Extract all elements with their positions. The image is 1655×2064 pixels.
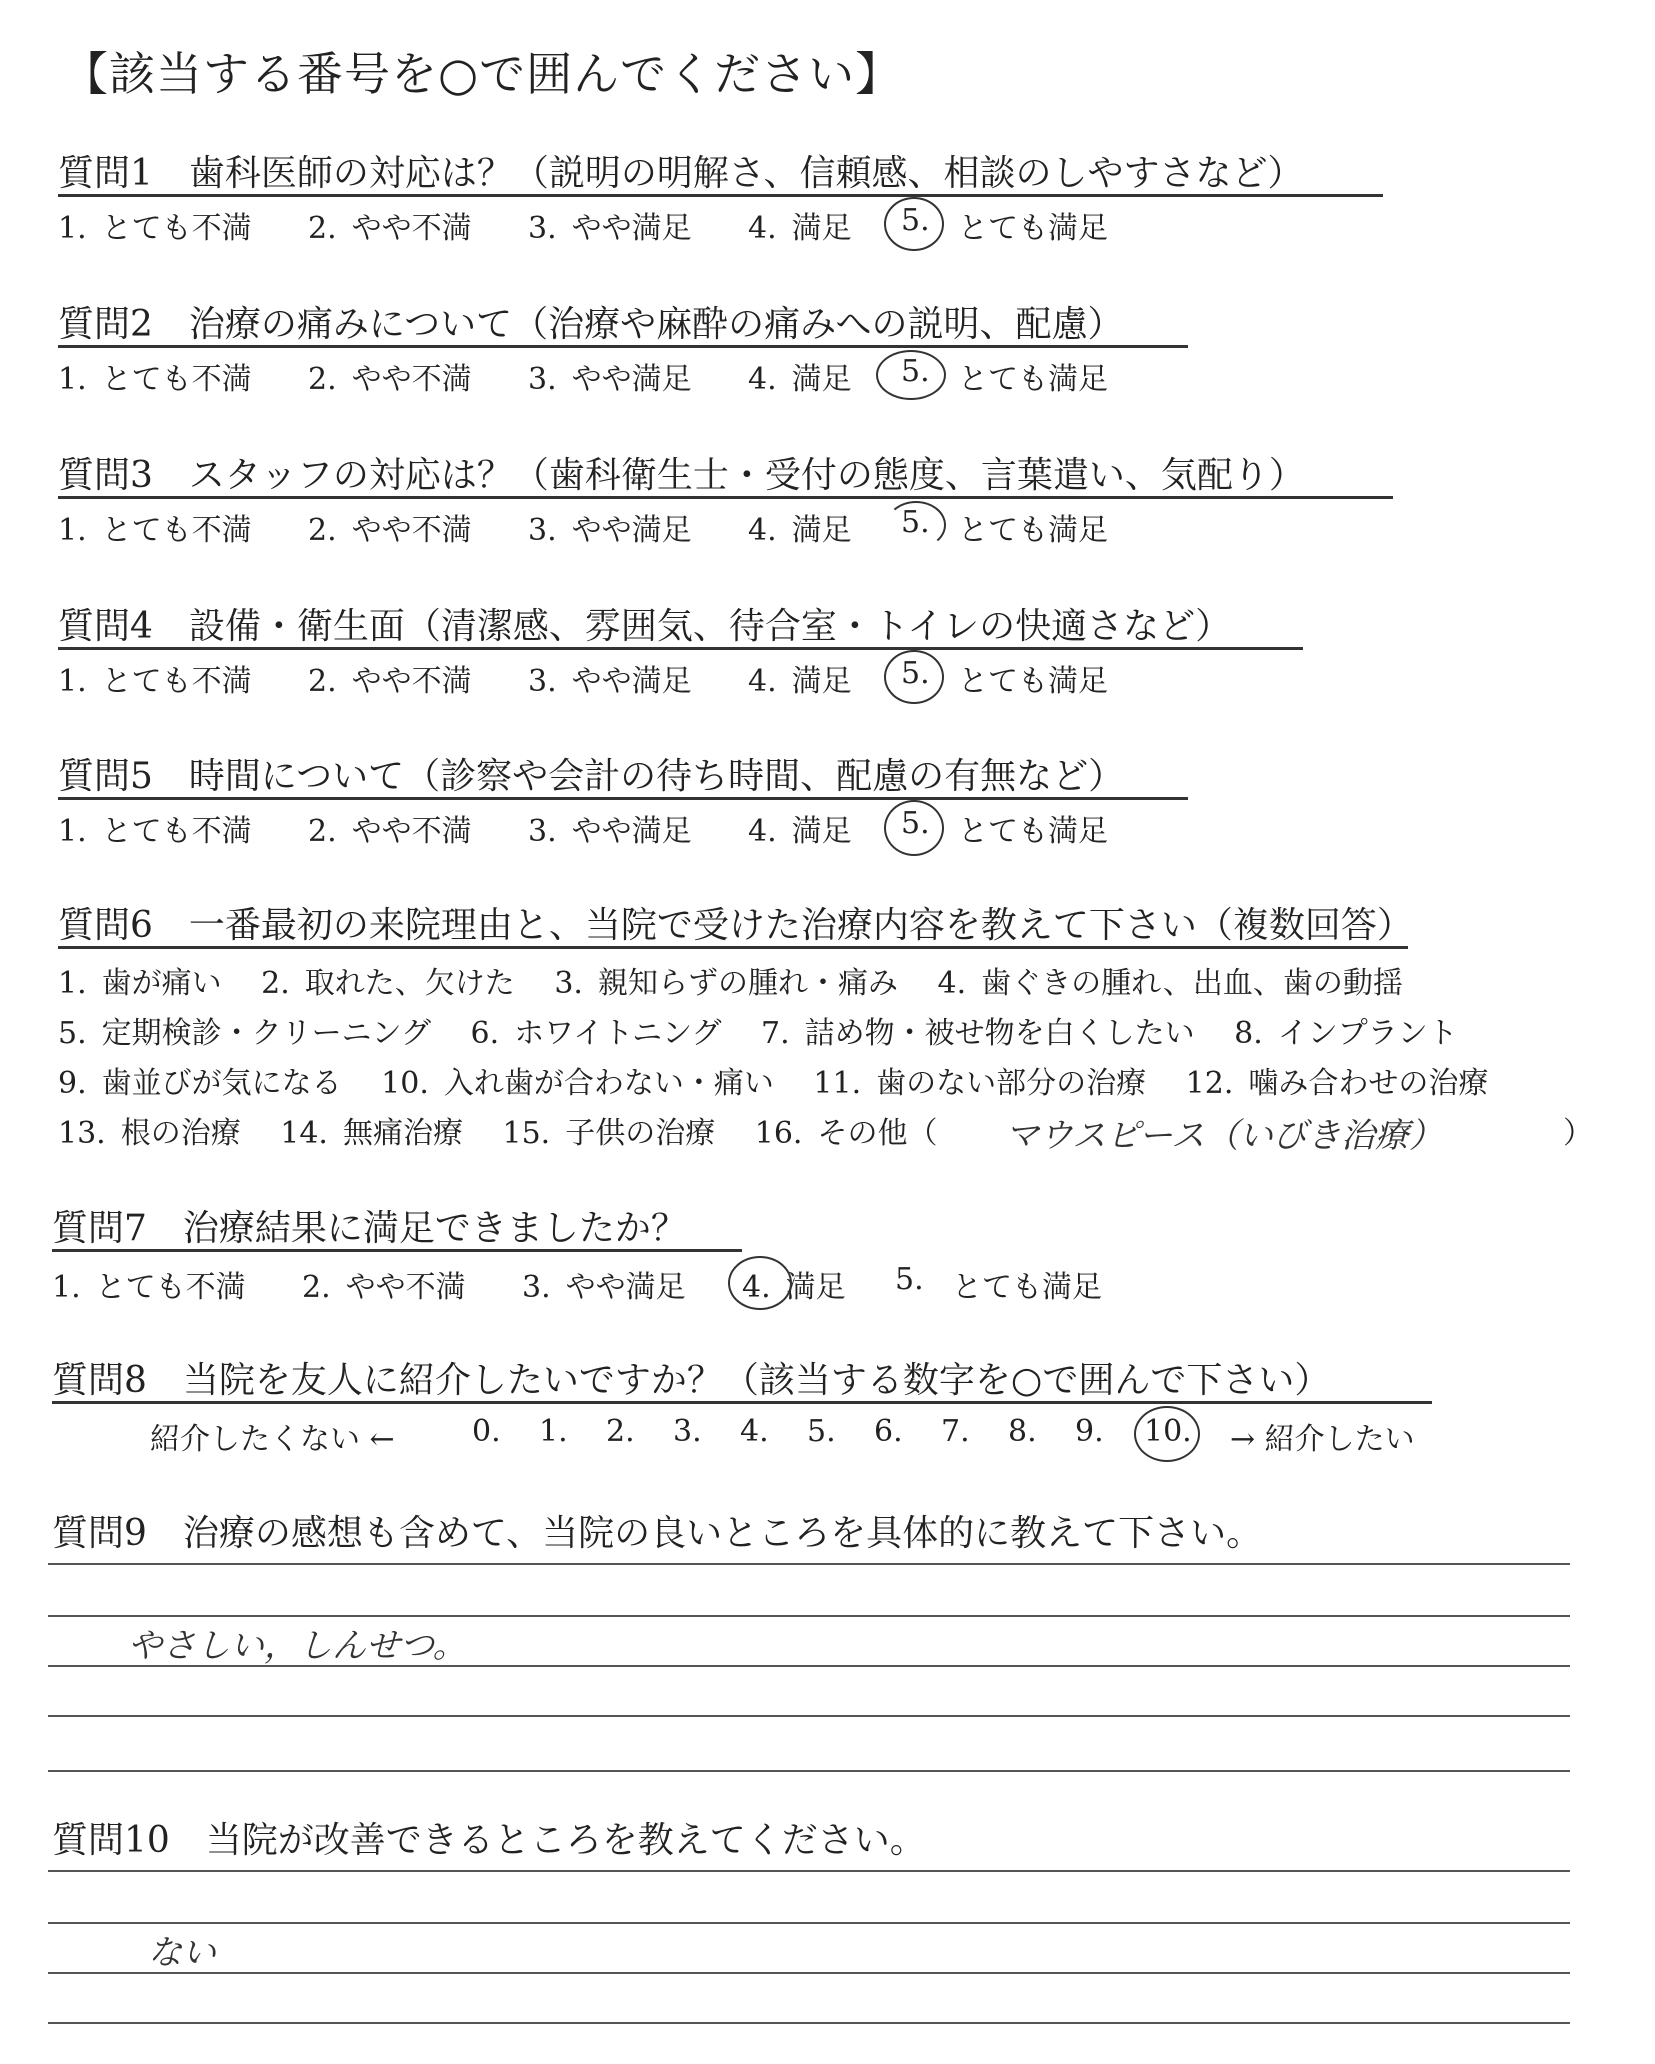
option-1[interactable]: 1. とても不満 [58, 513, 252, 548]
score-9[interactable]: 9. [1075, 1414, 1104, 1449]
option-1[interactable]: 1. とても不満 [52, 1270, 246, 1305]
option-4[interactable]: 4. 満足 [748, 814, 852, 849]
answer-line [48, 1922, 1570, 1924]
selected-circle-mark [728, 1256, 792, 1310]
option-4[interactable]: 4. 満足 [748, 664, 852, 699]
question-5-options [58, 806, 1158, 849]
option-2[interactable]: 2. やや不満 [302, 1270, 466, 1305]
question-10-title: 質問10 当院が改善できるところを教えてください。 [52, 1820, 926, 1861]
option-2[interactable]: 2. やや不満 [308, 211, 472, 246]
score-3[interactable]: 3. [673, 1414, 702, 1449]
answer-line [48, 1563, 1570, 1565]
option-3[interactable]: 3. やや満足 [528, 211, 692, 246]
option-2[interactable]: 2. やや不満 [308, 664, 472, 699]
other-handwritten-answer: マウスピース（いびき治療） [1005, 1116, 1443, 1156]
option-5[interactable]: 5. [901, 806, 930, 841]
answer-line [48, 1972, 1570, 1974]
option-5-label: とても満足 [958, 211, 1108, 246]
option-5[interactable]: 5. [901, 354, 930, 389]
question-8-underline [52, 1401, 1432, 1404]
option-4[interactable]: 4. 満足 [748, 362, 852, 397]
question-1-underline [58, 194, 1383, 197]
option-4[interactable]: 4. 満足 [742, 1270, 846, 1305]
question-6-row-2[interactable]: 5. 定期検診・クリーニング 6. ホワイトニング 7. 詰め物・被せ物を白くしたい 8. インプラント [58, 1016, 1458, 1051]
question-6-row-3[interactable]: 9. 歯並びが気になる 10. 入れ歯が合わない・痛い 11. 歯のない部分の治療 12. 噛み合わせの治療 [58, 1066, 1489, 1101]
score-10[interactable]: 10. [1144, 1414, 1192, 1449]
scale-left-label: 紹介したくない ← [150, 1422, 395, 1457]
answer-line [48, 2022, 1570, 2024]
option-1[interactable]: 1. とても不満 [58, 814, 252, 849]
score-1[interactable]: 1. [539, 1414, 568, 1449]
answer-line [48, 1715, 1570, 1717]
option-5[interactable]: 5. [901, 203, 930, 238]
option-5[interactable]: 5. [901, 656, 930, 691]
question-2-title: 質問2 治療の痛みについて（治療や麻酔の痛みへの説明、配慮） [58, 304, 1124, 345]
option-2[interactable]: 2. やや不満 [308, 814, 472, 849]
score-2[interactable]: 2. [606, 1414, 635, 1449]
selected-circle-mark [884, 650, 944, 704]
question-5-underline [58, 797, 1188, 800]
question-2-underline [58, 345, 1188, 348]
option-1[interactable]: 1. とても不満 [58, 664, 252, 699]
page-header: 【該当する番号を○で囲んでください】 [62, 47, 903, 101]
selected-circle-mark [886, 501, 946, 549]
option-4[interactable]: 4. 満足 [748, 211, 852, 246]
score-5[interactable]: 5. [807, 1414, 836, 1449]
question-10-handwritten-answer: ない [148, 1933, 216, 1973]
score-7[interactable]: 7. [941, 1414, 970, 1449]
option-5-label: とても満足 [952, 1270, 1102, 1305]
option-2[interactable]: 2. やや不満 [308, 513, 472, 548]
question-4-options [58, 656, 1158, 699]
question-6-underline [58, 946, 1408, 949]
question-6-row-4[interactable]: 13. 根の治療 14. 無痛治療 15. 子供の治療 16. その他（ [58, 1116, 938, 1151]
option-5[interactable]: 5. [895, 1262, 924, 1297]
answer-line [48, 1870, 1570, 1872]
option-4[interactable]: 4. 満足 [748, 513, 852, 548]
option-1[interactable]: 1. とても不満 [58, 362, 252, 397]
question-3-underline [58, 496, 1393, 499]
option-3[interactable]: 3. やや満足 [528, 814, 692, 849]
option-5-label: とても満足 [958, 513, 1108, 548]
selected-circle-mark [1134, 1406, 1200, 1462]
question-2-options [58, 354, 1158, 397]
question-8-scale [150, 1414, 1450, 1457]
option-5-label: とても満足 [958, 814, 1108, 849]
question-5-title: 質問5 時間について（診察や会計の待ち時間、配慮の有無など） [58, 756, 1125, 797]
selected-circle-mark [884, 197, 944, 251]
question-4-title: 質問4 設備・衛生面（清潔感、雰囲気、待合室・トイレの快適さなど） [58, 606, 1232, 647]
question-6-row-4-close: ） [1563, 1116, 1593, 1151]
question-7-options [52, 1262, 1152, 1305]
option-5-label: とても満足 [958, 664, 1108, 699]
scale-right-label: → 紹介したい [1230, 1422, 1415, 1457]
question-8-title: 質問8 当院を友人に紹介したいですか？（該当する数字を○で囲んで下さい） [52, 1360, 1331, 1401]
question-6-title: 質問6 一番最初の来院理由と、当院で受けた治療内容を教えて下さい（複数回答） [58, 905, 1413, 946]
answer-line [48, 1615, 1570, 1617]
question-3-options [58, 505, 1158, 548]
option-3[interactable]: 3. やや満足 [522, 1270, 686, 1305]
score-0[interactable]: 0. [472, 1414, 501, 1449]
question-6-row-1[interactable]: 1. 歯が痛い 2. 取れた、欠けた 3. 親知らずの腫れ・痛み 4. 歯ぐきの腫れ、出血、歯の動揺 [58, 966, 1403, 1001]
option-5[interactable]: 5. [901, 505, 930, 540]
option-2[interactable]: 2. やや不満 [308, 362, 472, 397]
option-3[interactable]: 3. やや満足 [528, 513, 692, 548]
question-1-options [58, 203, 1158, 246]
score-6[interactable]: 6. [874, 1414, 903, 1449]
option-5-label: とても満足 [958, 362, 1108, 397]
selected-circle-mark [876, 350, 946, 400]
answer-line [48, 1770, 1570, 1772]
question-1-title: 質問1 歯科医師の対応は？（説明の明解さ、信頼感、相談のしやすさなど） [58, 153, 1304, 194]
question-7-title: 質問7 治療結果に満足できましたか？ [52, 1208, 687, 1249]
option-3[interactable]: 3. やや満足 [528, 664, 692, 699]
score-4[interactable]: 4. [740, 1414, 769, 1449]
option-1[interactable]: 1. とても不満 [58, 211, 252, 246]
question-7-underline [52, 1249, 742, 1252]
option-3[interactable]: 3. やや満足 [528, 362, 692, 397]
question-3-title: 質問3 スタッフの対応は？（歯科衛生士・受付の態度、言葉遣い、気配り） [58, 455, 1305, 496]
question-4-underline [58, 647, 1303, 650]
score-8[interactable]: 8. [1008, 1414, 1037, 1449]
question-9-handwritten-answer: やさしい，しんせつ。 [128, 1626, 467, 1666]
selected-circle-mark [884, 800, 944, 856]
question-9-title: 質問9 治療の感想も含めて、当院の良いところを具体的に教えて下さい。 [52, 1513, 1263, 1554]
